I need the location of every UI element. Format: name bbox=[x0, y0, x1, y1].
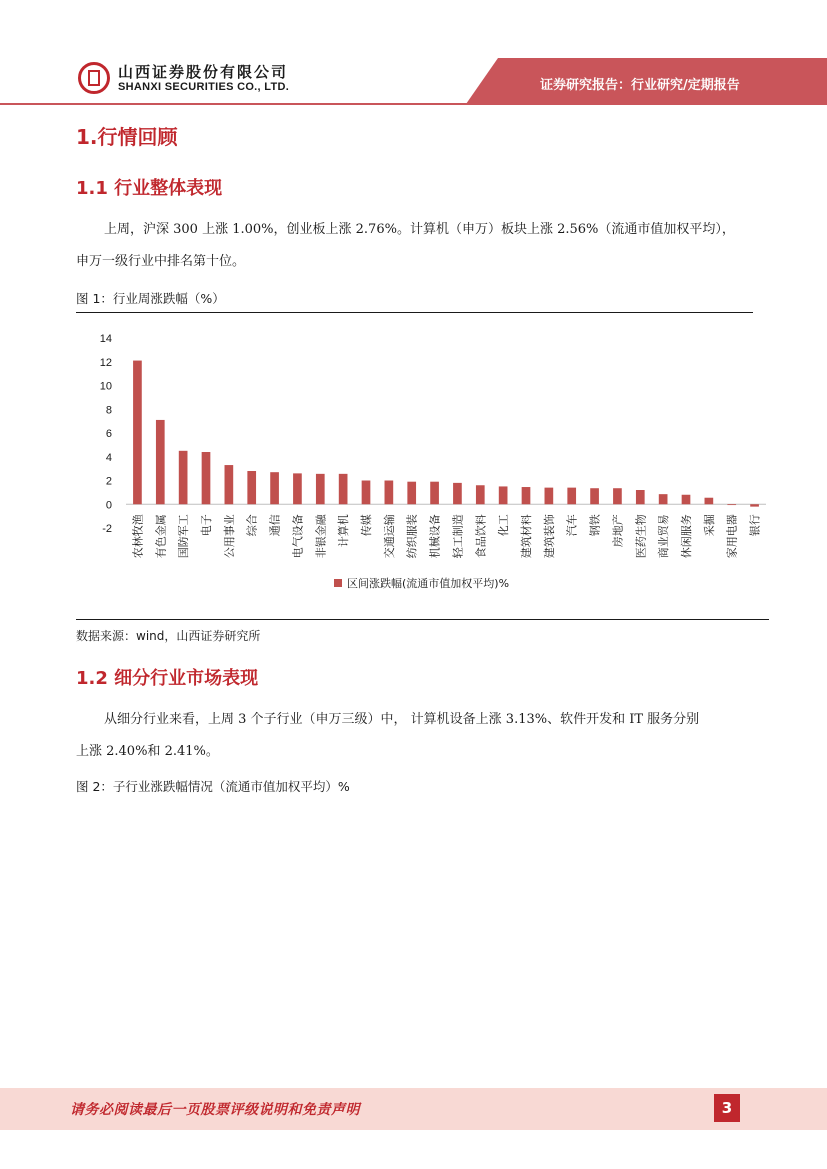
category-label: 电子 bbox=[200, 514, 213, 537]
category-label: 电气设备 bbox=[291, 514, 305, 559]
bar-22 bbox=[636, 490, 645, 504]
bar-8 bbox=[316, 474, 325, 504]
category-label: 建筑材料 bbox=[520, 514, 533, 559]
y-tick-label: 0 bbox=[105, 499, 112, 512]
y-tick-label: 6 bbox=[105, 428, 112, 440]
bar-23 bbox=[659, 494, 668, 504]
figure-1-title: 图 1：行业周涨跌幅（%） bbox=[76, 291, 225, 306]
paragraph-1-1-line2: 申万一级行业中排名第十位。 bbox=[76, 254, 246, 269]
category-label: 商业贸易 bbox=[657, 514, 671, 559]
bar-20 bbox=[590, 488, 599, 504]
y-tick-label: -2 bbox=[102, 523, 112, 535]
bar-5 bbox=[247, 471, 256, 504]
y-tick-label: 8 bbox=[105, 404, 112, 417]
y-tick-label: 14 bbox=[99, 333, 112, 345]
bar-2 bbox=[179, 451, 188, 504]
company-name-cn: 山西证券股份有限公司 bbox=[118, 63, 289, 81]
bar-3 bbox=[202, 452, 211, 504]
category-label: 食品饮料 bbox=[474, 514, 488, 559]
legend-swatch bbox=[334, 579, 342, 587]
bar-25 bbox=[705, 498, 714, 505]
category-label: 家用电器 bbox=[725, 514, 739, 559]
category-label: 化工 bbox=[497, 514, 511, 537]
company-name-en: SHANXI SECURITIES CO., LTD. bbox=[118, 81, 290, 93]
y-tick-label: 10 bbox=[99, 380, 112, 393]
paragraph-1-1-line1: 上周，沪深 300 上涨 1.00%，创业板上涨 2.76%。计算机（申万）板块上涨 2.56%（流通市值加权平均）， bbox=[104, 222, 735, 237]
category-label: 汽车 bbox=[565, 514, 579, 537]
bar-21 bbox=[613, 488, 622, 504]
figure-2-title: 图 2：子行业涨跌幅情况（流通市值加权平均）% bbox=[76, 779, 350, 794]
category-label: 建筑装饰 bbox=[542, 514, 556, 559]
category-label: 医药生物 bbox=[634, 514, 648, 559]
figure-1-bottom-rule bbox=[76, 619, 769, 620]
footer-disclaimer: 请务必阅读最后一页股票评级说明和免责声明 bbox=[70, 1102, 360, 1118]
bar-19 bbox=[567, 488, 576, 505]
bar-0 bbox=[133, 361, 142, 505]
company-logo-inner-mark bbox=[88, 70, 100, 86]
bar-13 bbox=[430, 482, 439, 505]
legend-label: 区间涨跌幅(流通市值加权平均)% bbox=[347, 577, 510, 590]
y-tick-label: 2 bbox=[105, 475, 112, 488]
figure-1-top-rule bbox=[76, 312, 753, 313]
category-label: 有色金属 bbox=[154, 514, 168, 559]
bar-7 bbox=[293, 473, 302, 504]
bar-18 bbox=[545, 488, 554, 505]
bar-12 bbox=[407, 482, 416, 505]
bar-1 bbox=[156, 420, 165, 504]
header-band bbox=[0, 0, 827, 110]
category-label: 房地产 bbox=[611, 514, 625, 548]
category-label: 非银金融 bbox=[314, 514, 328, 559]
y-tick-label: 4 bbox=[105, 451, 112, 464]
bar-26 bbox=[727, 504, 736, 505]
bar-17 bbox=[522, 487, 531, 504]
category-label: 综合 bbox=[245, 514, 259, 537]
page-number: 3 bbox=[714, 1094, 740, 1122]
category-label: 轻工制造 bbox=[451, 514, 465, 559]
paragraph-1-2-line2: 上涨 2.40%和 2.41%。 bbox=[76, 744, 219, 759]
subsection-title-1-1: 1.1 行业整体表现 bbox=[76, 178, 223, 199]
report-type-label: 证券研究报告：行业研究/定期报告 bbox=[540, 78, 740, 93]
industry-weekly-change-chart bbox=[76, 318, 769, 618]
category-label: 传媒 bbox=[360, 514, 373, 537]
category-label: 银行 bbox=[748, 514, 762, 537]
category-label: 国防军工 bbox=[177, 514, 191, 559]
bar-24 bbox=[682, 495, 691, 505]
bar-9 bbox=[339, 474, 348, 504]
section-title: 1.行情回顾 bbox=[76, 125, 178, 149]
category-label: 休闲服务 bbox=[680, 514, 693, 559]
category-label: 农林牧渔 bbox=[131, 514, 145, 559]
category-label: 通信 bbox=[268, 514, 282, 537]
bar-27 bbox=[750, 504, 759, 506]
bar-10 bbox=[362, 481, 371, 505]
category-label: 计算机 bbox=[337, 514, 351, 548]
category-label: 公用事业 bbox=[222, 514, 236, 559]
bar-11 bbox=[385, 481, 394, 505]
paragraph-1-2-line1: 从细分行业来看，上周 3 个子行业（申万三级）中， 计算机设备上涨 3.13%、软件开发和 IT 服务分别 bbox=[104, 712, 700, 727]
bar-4 bbox=[225, 465, 234, 504]
figure-1-source: 数据来源：wind，山西证券研究所 bbox=[76, 629, 261, 643]
y-tick-label: 12 bbox=[99, 356, 112, 369]
subsection-title-1-2: 1.2 细分行业市场表现 bbox=[76, 668, 259, 689]
category-label: 交通运输 bbox=[382, 514, 396, 559]
category-label: 钢铁 bbox=[588, 514, 602, 537]
category-label: 机械设备 bbox=[428, 514, 442, 559]
bar-16 bbox=[499, 486, 508, 504]
category-label: 纺织服装 bbox=[405, 514, 419, 559]
bar-15 bbox=[476, 485, 485, 504]
bar-6 bbox=[270, 472, 279, 504]
bar-14 bbox=[453, 483, 462, 504]
category-label: 采掘 bbox=[702, 514, 716, 537]
